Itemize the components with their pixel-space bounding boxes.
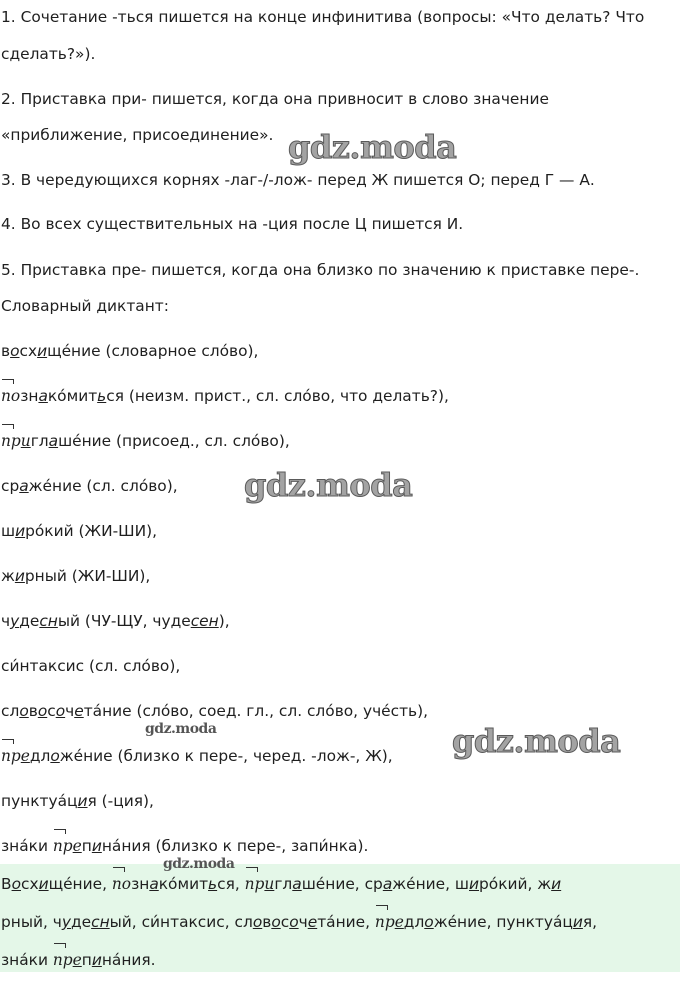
word-item: жирный (ЖИ-ШИ), [1,567,151,585]
answer-line: рный, чудесный, си́нтаксис, словосочета́ние, предложе́ние, пунктуа́ция, [1,913,598,931]
word-item: зна́ки препина́ния (близко к пере-, запи́нка). [1,837,369,855]
word-item: си́нтаксис (сл. сло́во), [1,657,181,675]
word-item: предложе́ние (близко к пере-, черед. -лож-, Ж), [1,747,393,765]
rule-2-line-1: 2. Приставка при- пишется, когда она привносит в слово значение [1,90,549,108]
answer-line: зна́ки препина́ния. [1,951,156,969]
dictation-heading: Словарный диктант: [1,297,169,315]
word-item: сраже́ние (сл. сло́во), [1,477,178,495]
rule-1-line-2: сделать?»). [1,45,96,63]
word-item: широ́кий (ЖИ-ШИ), [1,522,158,540]
word-item: познако́миться (неизм. прист., сл. сло́во, что делать?), [1,387,449,405]
rule-4: 4. Во всех существительных на -ция после Ц пишется И. [1,215,464,233]
watermark-logo: gdz.moda [244,466,413,504]
answer-block [0,864,680,972]
rule-5: 5. Приставка пре- пишется, когда она близко по значению к приставке пере-. [1,261,640,279]
word-item: словосочета́ние (сло́во, соед. гл., сл. сло́во, уче́сть), [1,702,429,720]
watermark-logo-small: gdz.moda [163,856,235,872]
rule-1-line-1: 1. Сочетание -ться пишется на конце инфинитива (вопросы: «Что делать? Что [1,8,645,26]
word-item: пунктуа́ция (-ция), [1,792,154,810]
word-item: чудесный (ЧУ-ЩУ, чудесен), [1,612,230,630]
word-item: восхище́ние (словарное сло́во), [1,342,259,360]
answer-line: Восхище́ние, познако́миться, приглаше́ние, сраже́ние, широ́кий, жи [1,875,562,893]
rule-2-line-2: «приближение, присоединение». [1,126,274,144]
rule-3: 3. В чередующихся корнях -лаг-/-лож- перед Ж пишется О; перед Г — А. [1,171,595,189]
word-item: приглаше́ние (присоед., сл. сло́во), [1,432,290,450]
watermark-logo: gdz.moda [288,128,457,166]
watermark-logo-small: gdz.moda [145,721,217,737]
watermark-logo: gdz.moda [452,722,621,760]
